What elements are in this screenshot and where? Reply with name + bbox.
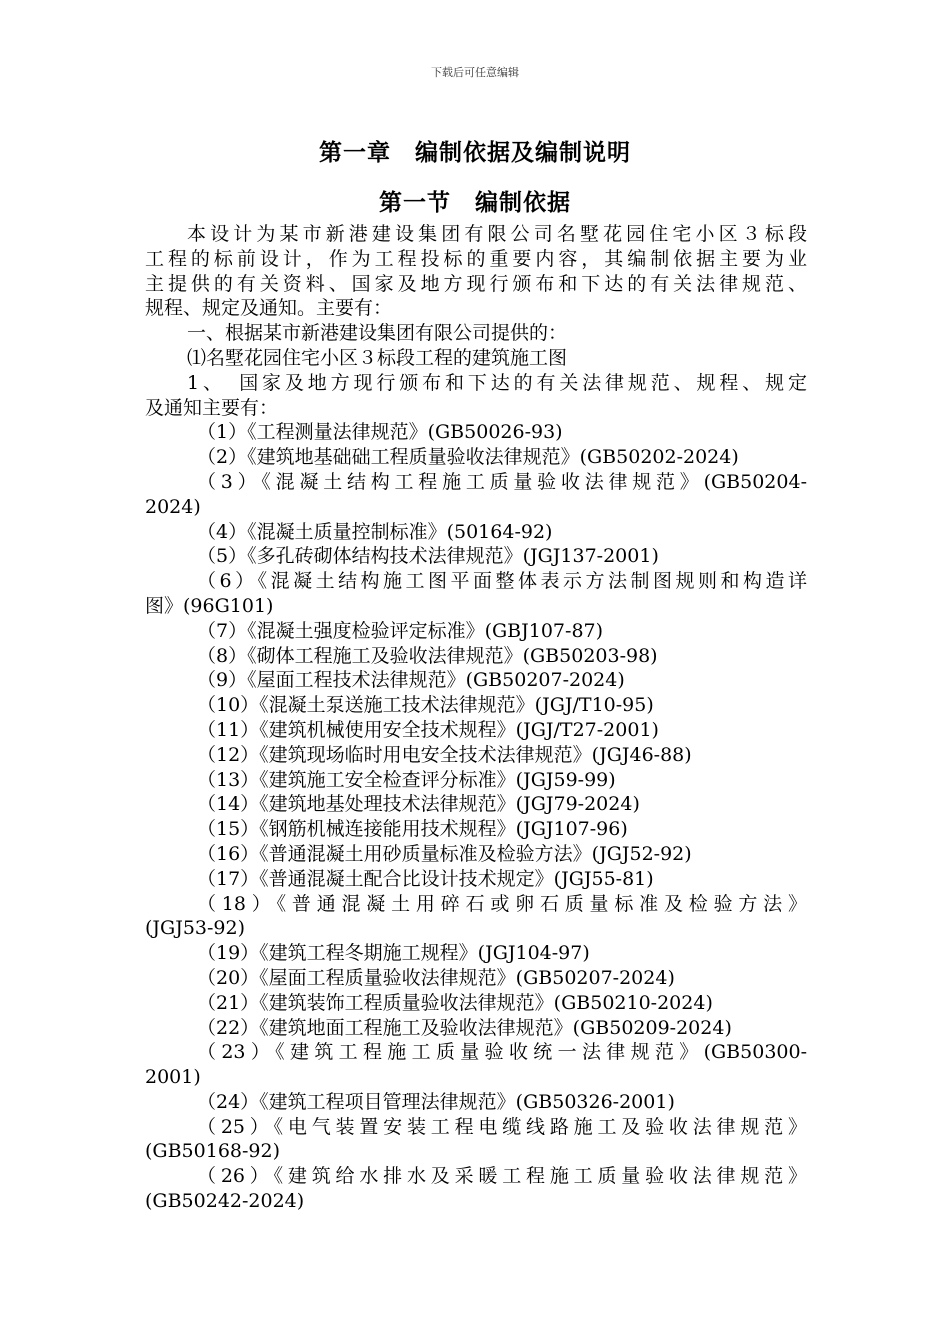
paragraph-line: 工程的标前设计，作为工程投标的重要内容，其编制依据主要为业 [145, 247, 807, 270]
list-item: （23）《建筑工程施工质量验收统一法律规范》(GB50300- [197, 1041, 807, 1064]
list-item: （5）《多孔砖砌体结构技术法律规范》(JGJ137-2001) [197, 545, 659, 568]
list-item: （20）《屋面工程质量验收法律规范》(GB50207-2024) [197, 966, 675, 989]
list-item: （11）《建筑机械使用安全技术规程》(JGJ/T27-2001) [197, 718, 659, 741]
list-item: （18）《普通混凝土用碎石或卵石质量标准及检验方法》 [197, 892, 807, 915]
chapter-title: 第一章 编制依据及编制说明 [319, 140, 631, 166]
paragraph-line: 一、根据某市新港建设集团有限公司提供的： [187, 322, 568, 345]
list-item: （14）《建筑地基处理技术法律规范》(JGJ79-2024) [197, 793, 640, 816]
paragraph-line: 主提供的有关资料、国家及地方现行颁布和下达的有关法律规范、 [145, 272, 807, 295]
list-item: （16）《普通混凝土用砂质量标准及检验方法》(JGJ52-92) [197, 842, 692, 865]
list-item: （13）《建筑施工安全检查评分标准》(JGJ59-99) [197, 768, 616, 791]
list-item-continuation: 2001) [145, 1066, 201, 1089]
list-item-continuation: (GB50242-2024) [145, 1190, 305, 1213]
list-item-continuation: 2024) [145, 495, 201, 518]
list-item: （6）《混凝土结构施工图平面整体表示方法制图规则和构造详 [197, 570, 807, 593]
paragraph-line: 本设计为某市新港建设集团有限公司名墅花园住宅小区３标段 [187, 223, 807, 245]
list-item-continuation: (GB50168-92) [145, 1140, 281, 1163]
list-item: （4）《混凝土质量控制标准》(50164-92) [197, 520, 553, 543]
list-item: （2）《建筑地基础础工程质量验收法律规范》(GB50202-2024) [197, 446, 739, 469]
document-body [145, 222, 807, 1214]
list-item: （22）《建筑地面工程施工及验收法律规范》(GB50209-2024) [197, 1016, 732, 1039]
list-item: （24）《建筑工程项目管理法律规范》(GB50326-2001) [197, 1090, 675, 1113]
paragraph-line: 及通知主要有： [145, 396, 279, 419]
page-header-note: 下载后可任意编辑 [431, 66, 519, 79]
list-item-continuation: (JGJ53-92) [145, 917, 246, 940]
paragraph-line: 规程、规定及通知。主要有： [145, 297, 393, 320]
list-item: （25）《电气装置安装工程电缆线路施工及验收法律规范》 [197, 1115, 807, 1138]
paragraph-line: 1、 国家及地方现行颁布和下达的有关法律规范、规程、规定 [187, 371, 807, 394]
list-item: （10）《混凝土泵送施工技术法律规范》(JGJ/T10-95) [197, 694, 654, 717]
list-item: （12）《建筑现场临时用电安全技术法律规范》(JGJ46-88) [197, 743, 692, 766]
section-title: 第一节 编制依据 [379, 190, 571, 216]
list-item: （7）《混凝土强度检验评定标准》(GBJ107-87) [197, 619, 604, 642]
list-item: （3）《混凝土结构工程施工质量验收法律规范》(GB50204- [197, 470, 807, 493]
list-item: （9）《屋面工程技术法律规范》(GB50207-2024) [197, 669, 625, 692]
list-item: （17）《普通混凝土配合比设计技术规定》(JGJ55-81) [197, 867, 654, 890]
list-item: （19）《建筑工程冬期施工规程》(JGJ104-97) [197, 942, 590, 965]
list-item: （8）《砌体工程施工及验收法律规范》(GB50203-98) [197, 644, 658, 667]
paragraph-line: ⑴名墅花园住宅小区３标段工程的建筑施工图 [187, 346, 568, 369]
list-item: （21）《建筑装饰工程质量验收法律规范》(GB50210-2024) [197, 991, 713, 1014]
list-item: （15）《钢筋机械连接能用技术规程》(JGJ107-96) [197, 818, 628, 841]
list-item: （1）《工程测量法律规范》(GB50026-93) [197, 421, 563, 444]
list-item: （26）《建筑给水排水及采暖工程施工质量验收法律规范》 [197, 1165, 807, 1188]
list-item-continuation: 图》(96G101) [145, 594, 274, 617]
